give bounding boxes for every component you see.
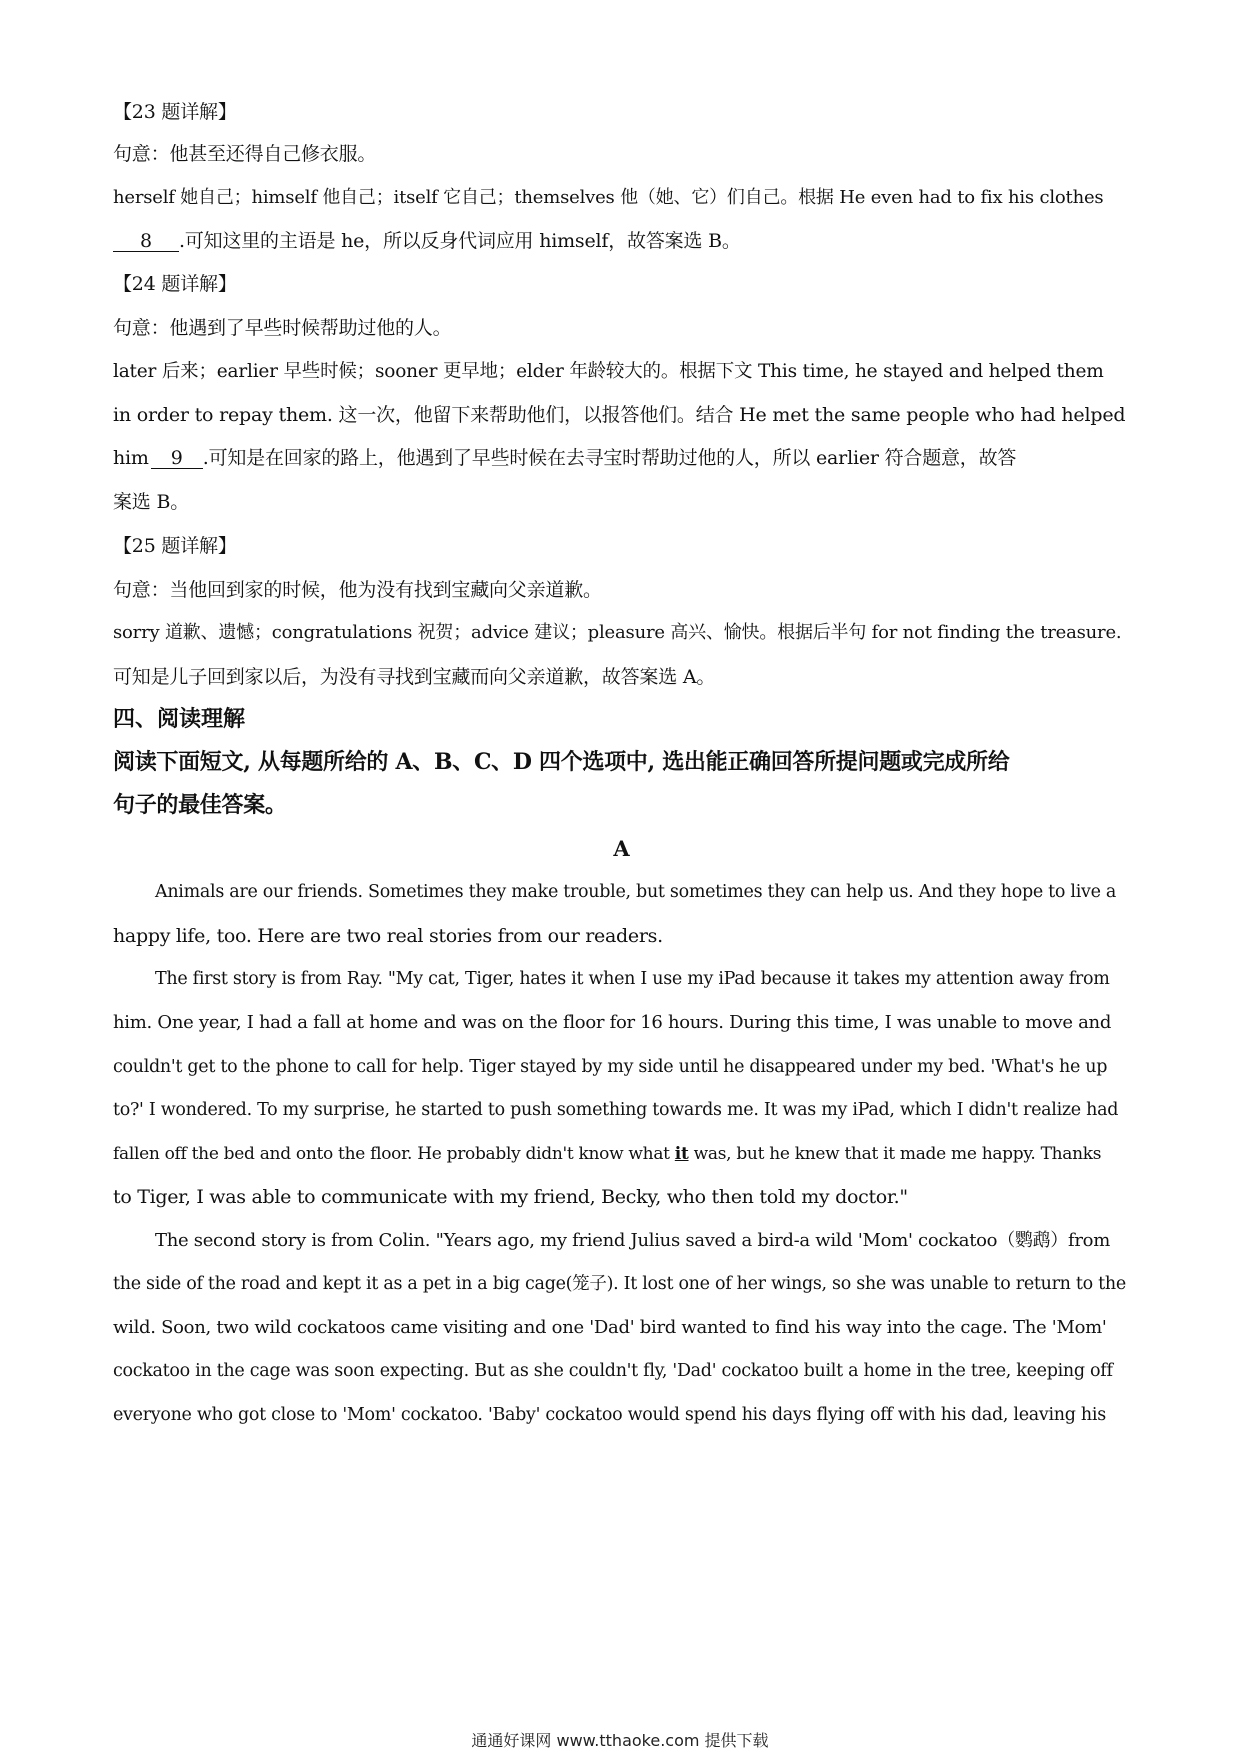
- passage-p1-line2: happy life, too. Here are two real stories from our readers.: [113, 925, 663, 947]
- passage-p2-line5-end: was, but he knew that it made me happy. Thanks: [688, 1144, 1102, 1164]
- q25-heading: 【25 题详解】: [113, 535, 237, 557]
- q24-analysis-line2: in order to repay them. 这一次，他留下来帮助他们，以报答他们。结合 He met the same people who had helped: [113, 404, 1126, 426]
- q23-meaning: 句意：他甚至还得自己修衣服。: [113, 143, 377, 165]
- q24-blank: 9: [151, 448, 203, 469]
- passage-p2-line1: The first story is from Ray. "My cat, Tiger, hates it when I use my iPad because it takes my attention away from: [155, 969, 1110, 989]
- passage-p3-line1: The second story is from Colin. "Years ago, my friend Julius saved a bird-a wild 'Mom' cockatoo（鹦鹉）from: [155, 1230, 1110, 1251]
- passage-title: A: [613, 836, 630, 861]
- q23-block: [113, 100, 237, 124]
- q25-meaning: 句意：当他回到家的时候，他为没有找到宝藏向父亲道歉。: [113, 579, 602, 601]
- passage-p2-line6: to Tiger, I was able to communicate with my friend, Becky, who then told my doctor.": [113, 1186, 908, 1208]
- passage-p3-line4: cockatoo in the cage was soon expecting. But as she couldn't fly, 'Dad' cockatoo built a home in the tree, keeping off: [113, 1361, 1113, 1381]
- q23-analysis-line2: [113, 229, 741, 253]
- page-footer: 通通好课网 www.tthaoke.com 提供下载: [471, 1731, 769, 1750]
- passage-p2-line2: him. One year, I had a fall at home and was on the floor for 16 hours. During this time, I was unable to move and: [113, 1012, 1112, 1033]
- passage-p1-line1: Animals are our friends. Sometimes they make trouble, but sometimes they can help us. And they hope to live a: [155, 882, 1117, 902]
- underlined-word-it: it: [674, 1144, 689, 1164]
- q25-analysis-line2: 可知是儿子回到家以后，为没有寻找到宝藏而向父亲道歉，故答案选 A。: [113, 666, 716, 688]
- q25-analysis-line1: sorry 道歉、遗憾；congratulations 祝贺；advice 建议；pleasure 高兴、愉快。根据后半句 for not finding the treasure.: [113, 622, 1122, 643]
- q24-analysis-line1: later 后来；earlier 早些时候；sooner 更早地；elder 年龄较大的。根据下文 This time, he stayed and helped them: [113, 361, 1104, 382]
- passage-p2-line5-start: fallen off the bed and onto the floor. He probably didn't know what: [113, 1144, 675, 1164]
- q24-analysis-line3-text: .可知是在回家的路上，他遇到了早些时候在去寻宝时帮助过他的人，所以 earlier 符合题意，故答: [202, 447, 1017, 469]
- q24-meaning: 句意：他遇到了早些时候帮助过他的人。: [113, 317, 452, 339]
- passage-p3-line3: wild. Soon, two wild cockatoos came visiting and one 'Dad' bird wanted to find his way into the cage. The 'Mom': [113, 1317, 1107, 1338]
- q23-analysis-line1: herself 她自己；himself 他自己；itself 它自己；themselves 他（她、它）们自己。根据 He even had to fix his clothes: [113, 187, 1104, 208]
- passage-p2-line3: couldn't get to the phone to call for help. Tiger stayed by my side until he disappeared under my bed. 'What's he up: [113, 1057, 1108, 1077]
- q24-analysis-line4: 案选 B。: [113, 491, 190, 513]
- q23-heading: 【23 题详解】: [113, 101, 237, 123]
- passage-p2-line4: to?' I wondered. To my surprise, he started to push something towards me. It was my iPad, which I didn't realize had: [113, 1100, 1119, 1120]
- section-instruction-line2: 句子的最佳答案。: [113, 792, 287, 818]
- q23-analysis-line2-text: .可知这里的主语是 he，所以反身代词应用 himself，故答案选 B。: [179, 230, 741, 252]
- q24-heading: 【24 题详解】: [113, 273, 237, 295]
- section-instruction-line1: 阅读下面短文, 从每题所给的 A、B、C、D 四个选项中, 选出能正确回答所提问题或完成所给: [113, 749, 1010, 775]
- q24-analysis-line3: [113, 446, 1016, 470]
- q23-blank: 8: [113, 231, 179, 252]
- passage-p2-line5: [113, 1142, 1101, 1166]
- q24-analysis-line3-start: him: [113, 447, 149, 469]
- passage-p3-line5: everyone who got close to 'Mom' cockatoo. 'Baby' cockatoo would spend his days flying off with his dad, leaving his: [113, 1405, 1106, 1425]
- passage-p3-line2: the side of the road and kept it as a pet in a big cage(笼子). It lost one of her wings, so she was unable to return to the: [113, 1274, 1126, 1294]
- section-title: 四、阅读理解: [113, 706, 246, 732]
